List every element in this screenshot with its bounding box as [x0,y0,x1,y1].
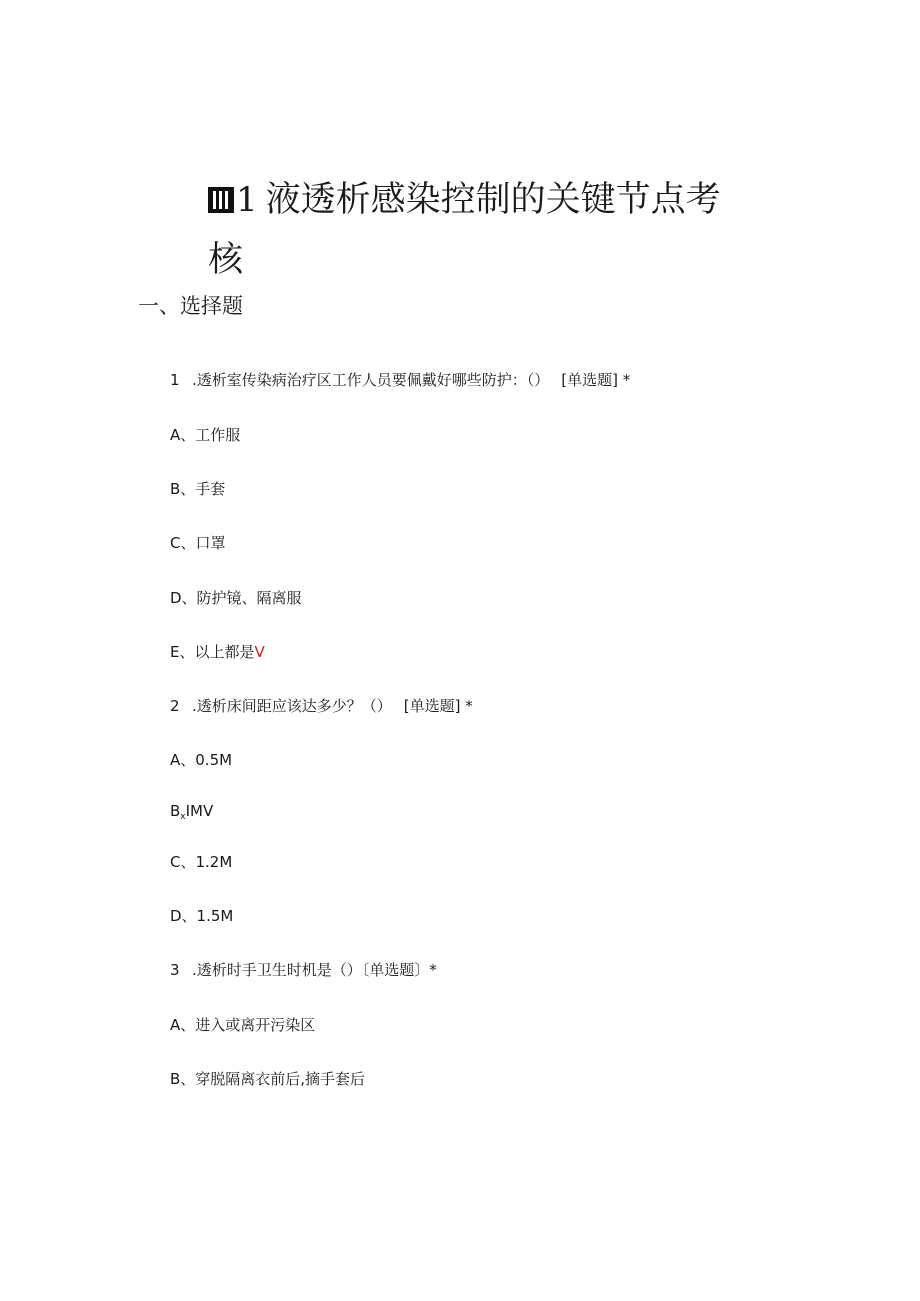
question-number: 3 [170,961,180,979]
question-1 [170,369,630,391]
option-label: A、进入或离开污染区 [170,1016,316,1034]
question-number: 2 [170,697,180,715]
option-label: A、0.5M [170,751,233,769]
question-text: .透析时手卫生时机是（） [192,961,362,979]
option-label: C、口罩 [170,534,226,552]
page-title-continued [208,230,728,290]
question-2 [170,695,473,717]
option-label: B、手套 [170,480,226,498]
option-label: E、以上都是 [170,643,255,661]
option-label-sub: x [180,812,186,822]
correct-mark: V [254,643,265,661]
option-1a [170,424,240,446]
page-title [208,170,728,230]
question-text: .透析床间距应该达多少？（） [192,697,392,715]
question-type-tag: [单选题] * [403,697,473,715]
question-type-tag: [单选题] * [561,371,631,389]
question-number: 1 [170,371,180,389]
question-type-tag: 〔单选题〕* [361,961,437,979]
title-blob-icon [208,187,234,213]
option-label: C、1.2M [170,853,233,871]
option-3b [170,1068,365,1090]
option-2c [170,851,232,873]
title-text-line1: 液透析感染控制的关键节点考 [265,180,721,220]
option-label: D、防护镜、隔离服 [170,589,302,607]
option-1d [170,587,302,609]
option-label: A、工作服 [170,426,241,444]
option-1e [170,641,265,663]
title-text-line2: 核 [208,240,244,280]
option-label: B、穿脱隔离衣前后,摘手套后 [170,1070,366,1088]
option-label: D、1.5M [170,907,234,925]
option-1b [170,478,225,500]
option-3a [170,1014,315,1036]
option-2b [170,800,213,828]
option-label-main: B [170,802,181,820]
title-number: 1 [236,180,258,220]
question-3 [170,959,437,981]
section-heading: 一、选择题 [138,294,243,318]
option-2a [170,749,232,771]
option-1c [170,532,225,554]
option-label-rest: IMV [185,802,214,820]
option-2d [170,905,233,927]
question-text: .透析室传染病治疗区工作人员要佩戴好哪些防护：（） [192,371,550,389]
